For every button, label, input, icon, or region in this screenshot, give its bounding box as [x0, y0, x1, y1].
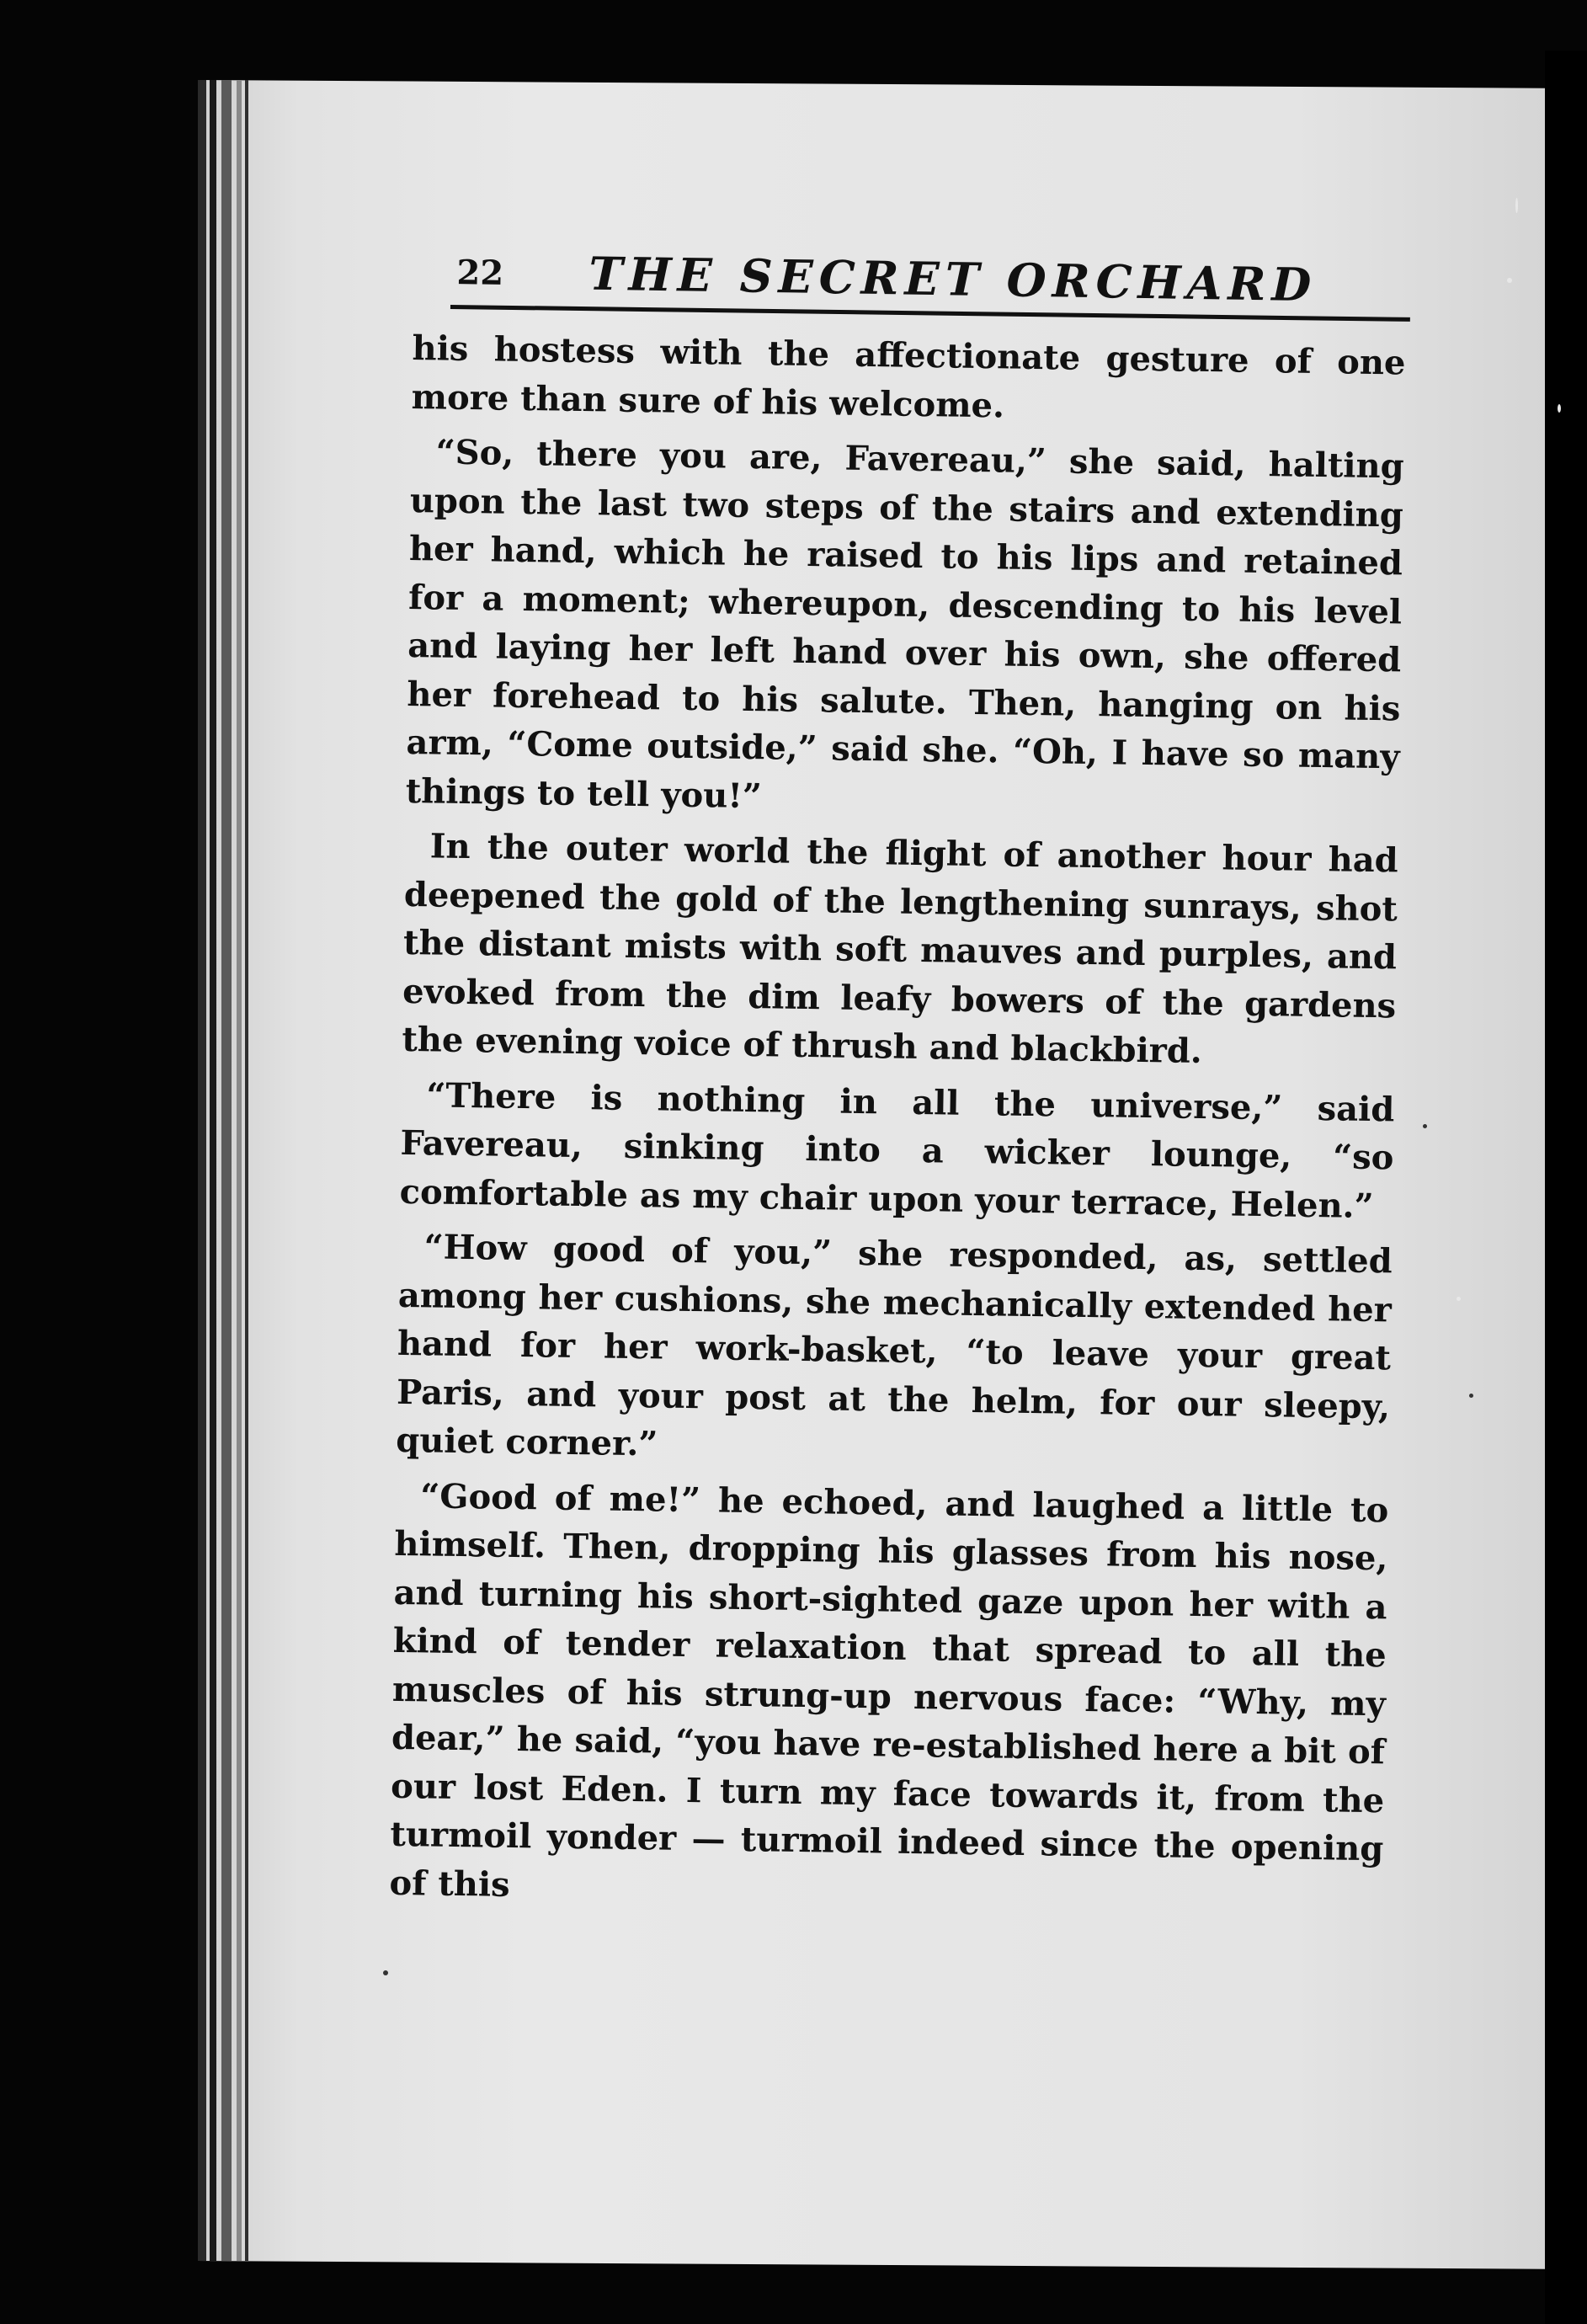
binding-band — [237, 80, 242, 2261]
running-head — [450, 244, 1414, 335]
scan-speck — [1469, 1394, 1473, 1398]
paragraph: “There is nothing in all the universe,” said Favereau, sinking into a wicker lounge, “so comfortable as my chair upon your terrace, Helen.” — [399, 1074, 1395, 1226]
scan-right-edge — [1545, 51, 1587, 2324]
scan-speck — [1507, 278, 1512, 283]
book-binding-edge — [198, 80, 257, 2261]
binding-band — [221, 80, 232, 2261]
binding-band — [198, 80, 206, 2261]
paragraph: “How good of you,” she responded, as, settled among her cushions, she mechanically extended her hand for her work-basket, “to leave your great Paris, and your post at the helm, for our sleepy, quiet corner.” — [395, 1227, 1393, 1464]
paragraph: In the outer world the flight of another hour had deepened the gold of the lengthening sunrays, shot the distant mists with soft mauves and purples, and evoked from the dim leafy bowers of the gardens the evening voice of thrush and blackbird. — [402, 826, 1399, 1072]
scan-speck — [1515, 198, 1518, 213]
paragraph: his hostess with the affectionate gesture of one more than sure of his welcome. — [411, 328, 1406, 425]
scan-speck — [383, 1970, 388, 1975]
scan-speck — [1558, 404, 1561, 413]
scan-speck — [1457, 1297, 1461, 1301]
scan-speck — [1423, 1124, 1427, 1128]
paragraph: “Good of me!” he echoed, and laughed a little to himself. Then, dropping his glasses from his nose, and turning his short-sighted gaze upon her with a kind of tender relaxation that spread to all the muscles of his strung-up nervous face: “Why, my dear,” he said, “you have re-established here a bit of our lost Eden. I turn my face towards it, from the turmoil yonder — turmoil indeed since the opening of this — [389, 1475, 1389, 1905]
binding-band — [245, 80, 248, 2261]
running-title: THE SECRET ORCHARD — [588, 246, 1318, 312]
page-number: 22 — [456, 253, 504, 293]
paragraph: “So, there you are, Favereau,” she said, halting upon the last two steps of the stairs and extending her hand, which he raised to his lips and retained for a moment; whereupon, descending to his level and laying her left hand over his own, she offered her forehead to his salute. Then, hanging on his arm, “Come outside,” said she. “Oh, I have so many things to tell you!” — [405, 432, 1404, 816]
body-text — [389, 324, 1406, 1922]
binding-band — [210, 80, 216, 2261]
